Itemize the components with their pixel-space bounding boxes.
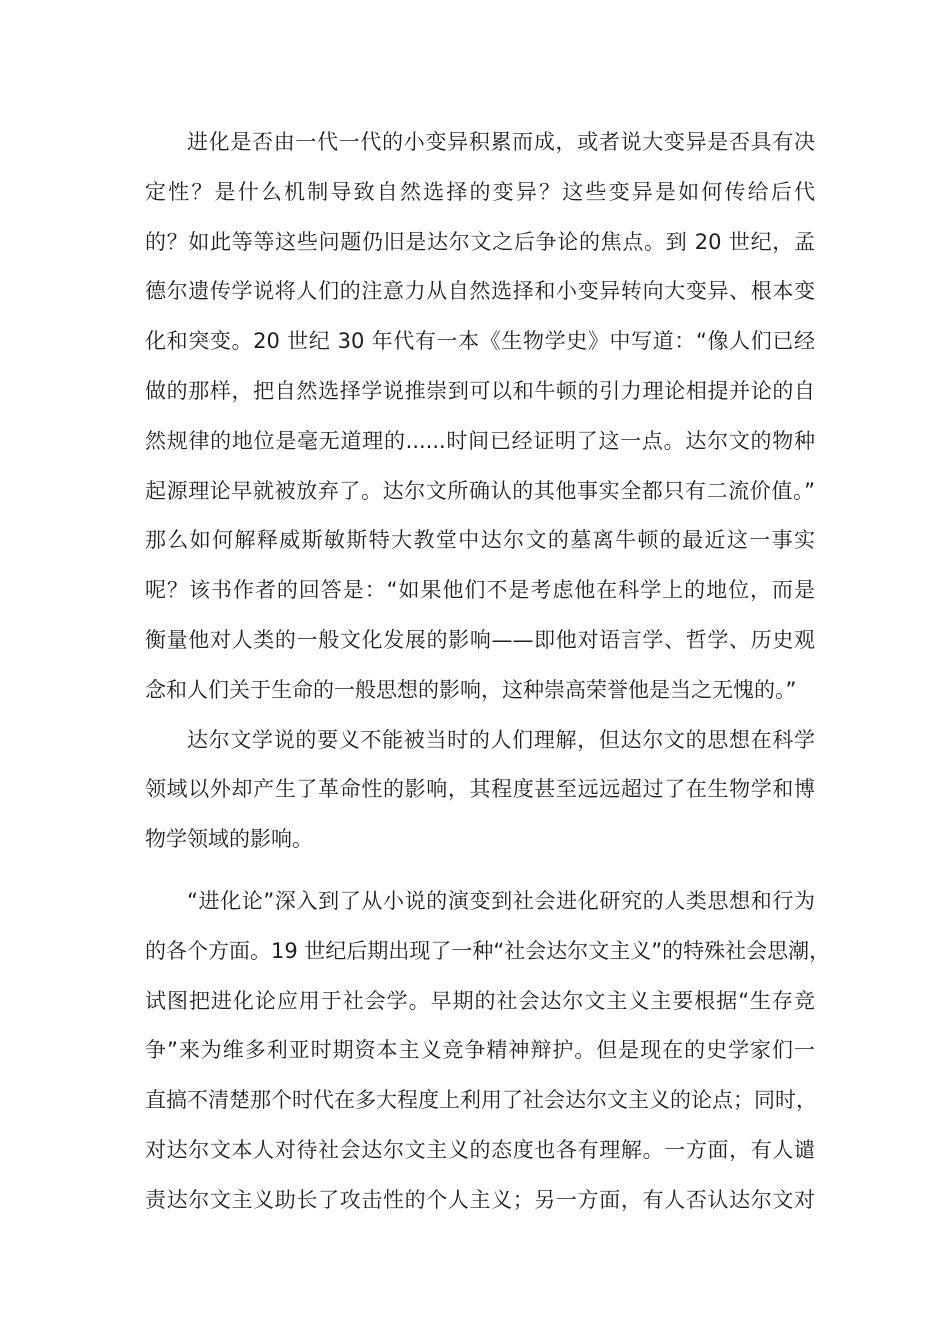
text-line: 物学领域的影响。 xyxy=(145,827,313,852)
body-text xyxy=(145,118,831,1226)
text-line: 争”来为维多利亚时期资本主义竞争精神辩护。但是现在的史学家们一 xyxy=(145,1038,815,1063)
text-line: 试图把进化论应用于社会学。早期的社会达尔文主义主要根据“生存竞 xyxy=(145,988,815,1013)
text-line: 念和人们关于生命的一般思想的影响，这种崇高荣誉他是当之无愧的。” xyxy=(145,677,797,702)
paragraph-spacer xyxy=(145,865,815,877)
text-line: 的？如此等等这些问题仍旧是达尔文之后争论的焦点。到 20 世纪，孟 xyxy=(145,229,815,254)
text-line: 然规律的地位是毫无道理的......时间已经证明了这一点。达尔文的物种 xyxy=(145,428,815,453)
text-line: 对达尔文本人对待社会达尔文主义的态度也各有理解。一方面，有人谴 xyxy=(145,1137,815,1162)
text-line: 达尔文学说的要义不能被当时的人们理解，但达尔文的思想在科学 xyxy=(187,727,815,752)
text-line: 德尔遗传学说将人们的注意力从自然选择和小变异转向大变异、根本变 xyxy=(145,279,815,304)
text-line: 化和突变。20 世纪 30 年代有一本《生物学史》中写道：“像人们已经 xyxy=(145,329,815,354)
text-line: 衡量他对人类的一般文化发展的影响——即他对语言学、哲学、历史观 xyxy=(145,627,815,652)
text-line: 那么如何解释威斯敏斯特大教堂中达尔文的墓离牛顿的最近这一事实 xyxy=(145,528,815,553)
text-line: 领域以外却产生了革命性的影响，其程度甚至远远超过了在生物学和博 xyxy=(145,777,815,802)
paragraph xyxy=(145,877,831,1226)
text-line: 定性？是什么机制导致自然选择的变异？这些变异是如何传给后代 xyxy=(145,179,815,204)
text-line: 的各个方面。19 世纪后期出现了一种“社会达尔文主义”的特殊社会思潮， xyxy=(145,938,831,963)
text-line: 呢？该书作者的回答是：“如果他们不是考虑他在科学上的地位，而是 xyxy=(145,578,815,603)
text-line: 责达尔文主义助长了攻击性的个人主义；另一方面，有人否认达尔文对 xyxy=(145,1187,815,1212)
text-line: 进化是否由一代一代的小变异积累而成，或者说大变异是否具有决 xyxy=(187,130,815,154)
text-line: 直搞不清楚那个时代在多大程度上利用了社会达尔文主义的论点；同时， xyxy=(145,1088,817,1113)
text-line: 做的那样，把自然选择学说推崇到可以和牛顿的引力理论相提并论的自 xyxy=(145,378,815,403)
text-line: 起源理论早就被放弃了。达尔文所确认的其他事实全都只有二流价值。” xyxy=(145,478,815,503)
text-line: “进化论”深入到了从小说的演变到社会进化研究的人类思想和行为 xyxy=(187,888,815,913)
paragraph xyxy=(145,716,815,865)
paragraph xyxy=(145,118,815,716)
